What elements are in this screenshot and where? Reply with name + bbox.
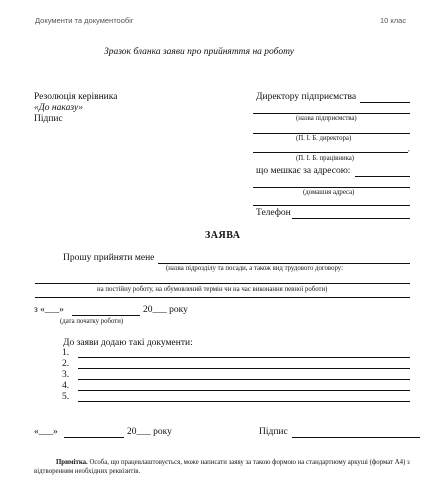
company-hint: (назва підприємства)	[296, 115, 357, 122]
contract-line	[35, 283, 410, 284]
attachments-label: До заяви додаю такі документи:	[63, 338, 193, 348]
start-year-label: 20___ року	[143, 305, 188, 315]
bottom-year-label: 20___ року	[127, 427, 172, 437]
bottom-month-line	[64, 437, 124, 438]
start-date-hint: (дата початку роботи)	[60, 318, 124, 325]
director-line	[360, 102, 410, 103]
footnote-bold: Примітка.	[56, 459, 88, 466]
attachment-line	[78, 357, 410, 358]
lives-at-line	[355, 176, 410, 177]
start-date-from-label: з «___»	[34, 305, 64, 315]
attachment-line	[78, 390, 410, 391]
attachment-item: 5.	[62, 392, 70, 402]
request-line	[158, 263, 410, 264]
employee-name-line	[253, 152, 408, 153]
contract-hint: на постійну роботу, на обумовлений термін чи на час виконання певної роботи)	[97, 286, 328, 293]
attachment-item: 1.	[62, 348, 70, 358]
attachment-item: 3.	[62, 370, 70, 380]
statement-heading: ЗАЯВА	[205, 230, 241, 241]
form-title: Зразок бланка заяви про прийняття на роботу	[104, 47, 294, 57]
running-header-right: 10 клас	[380, 16, 407, 25]
resolution-signature-label: Підпис	[34, 114, 63, 124]
start-month-line	[72, 315, 140, 316]
address-hint: (домашня адреса)	[303, 189, 355, 196]
bottom-signature-line	[292, 437, 420, 438]
footnote-text: Особа, що працевлаштовується, може написати заяву за такою формою на стандартному аркуші (формат А4) з відтворенням необхідних реквізитів.	[34, 459, 410, 475]
request-hint: (назва підрозділу та посади, а також вид трудового договору:	[166, 265, 343, 272]
director-name-line	[253, 133, 410, 134]
director-name-hint: (П. І. Б. директора)	[296, 135, 352, 142]
contract-line-2	[35, 297, 410, 298]
lives-at-label: що мешкає за адресою:	[256, 166, 351, 176]
bottom-date-label: «___»	[34, 427, 58, 437]
attachment-line	[78, 379, 410, 380]
employee-name-hint: (П. І. Б. працівника)	[296, 155, 355, 162]
company-line	[253, 113, 410, 114]
attachment-line	[78, 368, 410, 369]
running-header-left: Документи та документообіг	[35, 16, 134, 25]
resolution-value: «До наказу»	[34, 103, 83, 113]
comma-mark: ,	[408, 146, 410, 153]
request-label: Прошу прийняти мене	[63, 253, 155, 263]
director-label: Директору підприємства	[256, 92, 357, 102]
address-line	[253, 187, 410, 188]
footnote	[34, 458, 410, 476]
phone-label: Телефон	[256, 208, 291, 218]
attachment-line	[78, 401, 410, 402]
bottom-signature-label: Підпис	[259, 427, 288, 437]
resolution-label: Резолюція керівника	[34, 92, 118, 102]
attachment-item: 4.	[62, 381, 70, 391]
phone-line	[292, 218, 410, 219]
attachment-item: 2.	[62, 359, 70, 369]
address-line-2	[253, 205, 410, 206]
